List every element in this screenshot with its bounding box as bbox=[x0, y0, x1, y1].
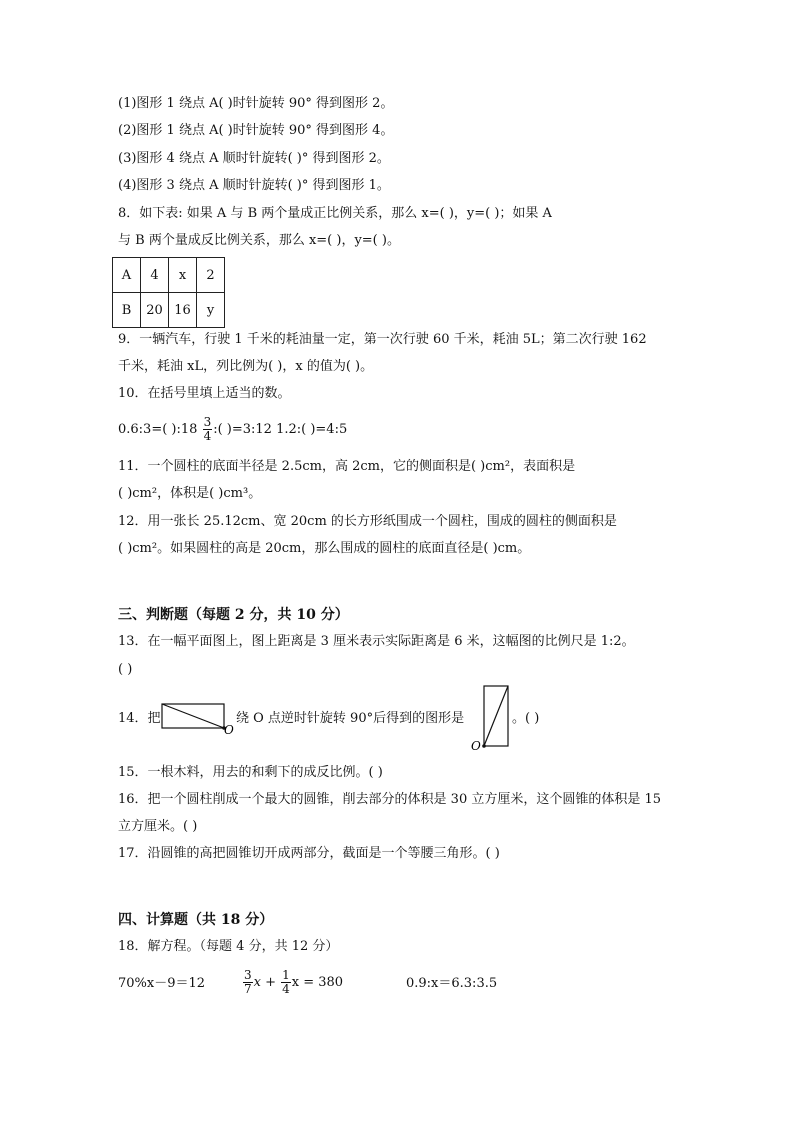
q14-middle: 绕 O 点逆时针旋转 90°后得到的图形是 bbox=[236, 711, 465, 726]
q17-line: 17．沿圆锥的高把圆锥切开成两部分，截面是一个等腰三角形。( ) bbox=[118, 846, 500, 861]
q13-line-1: 13．在一幅平面图上，图上距离是 3 厘米表示实际距离是 6 米，这幅图的比例尺是 1:2。 bbox=[118, 634, 635, 649]
q16-line-1: 16．把一个圆柱削成一个最大的圆锥，削去部分的体积是 30 立方厘米，这个圆锥的体积是 15 bbox=[118, 792, 662, 807]
fraction-three-sevenths bbox=[243, 969, 253, 996]
q15-line: 15．一根木料，用去的和剩下的成反比例。( ) bbox=[118, 765, 383, 780]
point-o-label: O bbox=[471, 739, 481, 753]
table-cell: B bbox=[113, 293, 141, 328]
table-cell: x bbox=[169, 258, 197, 293]
q13-answer: ( ) bbox=[118, 662, 133, 677]
q14-figure-rotated bbox=[468, 684, 514, 754]
q18-title: 18．解方程。（每题 4 分，共 12 分） bbox=[118, 939, 339, 954]
q12-line-2: ( )cm²。如果圆柱的高是 20cm，那么围成的圆柱的底面直径是( )cm。 bbox=[118, 541, 531, 556]
equation-2-mid: x + bbox=[253, 975, 276, 990]
q16-line-2: 立方厘米。( ) bbox=[118, 819, 198, 834]
q10-expr-b: :( )=3:12 1.2:( )=4:5 bbox=[213, 422, 348, 437]
q14-prefix: 14．把 bbox=[118, 711, 161, 726]
q14-suffix: 。( ) bbox=[512, 711, 540, 726]
q8-line-2: 与 B 两个量成反比例关系，那么 x=( )，y=( )。 bbox=[118, 233, 400, 248]
q9-line-2: 千米，耗油 xL，列比例为( )，x 的值为( )。 bbox=[118, 359, 374, 374]
table-row bbox=[113, 258, 225, 293]
fraction-three-quarters bbox=[203, 416, 213, 443]
q10-title: 10．在括号里填上适当的数。 bbox=[118, 386, 291, 401]
equation-2-tail: x = 380 bbox=[291, 975, 344, 990]
q11-line-2: ( )cm²，体积是( )cm³。 bbox=[118, 486, 262, 501]
table-cell: y bbox=[197, 293, 225, 328]
equation-2 bbox=[242, 966, 343, 1000]
q7-item-1: (1)图形 1 绕点 A( )时针旋转 90° 得到图形 2。 bbox=[118, 96, 394, 111]
q12-line-1: 12．用一张长 25.12cm、宽 20cm 的长方形纸围成一个圆柱，围成的圆柱的侧面积是 bbox=[118, 514, 617, 529]
table-cell: A bbox=[113, 258, 141, 293]
q9-line-1: 9．一辆汽车，行驶 1 千米的耗油量一定，第一次行驶 60 千米，耗油 5L；第二次行驶 162 bbox=[118, 332, 647, 347]
fraction-one-quarter bbox=[281, 969, 291, 996]
q8-line-1: 8．如下表: 如果 A 与 B 两个量成正比例关系，那么 x=( )，y=( )；如果 A bbox=[118, 206, 552, 221]
table-cell: 4 bbox=[141, 258, 169, 293]
q14-figure-original bbox=[160, 700, 236, 736]
q7-item-4: (4)图形 3 绕点 A 顺时针旋转( )° 得到图形 1。 bbox=[118, 178, 390, 193]
equation-3: 0.9:x＝6.3:3.5 bbox=[406, 976, 498, 991]
equation-1: 70%x－9＝12 bbox=[118, 976, 206, 991]
q10-expression bbox=[118, 416, 347, 444]
section-3-heading: 三、判断题（每题 2 分，共 10 分） bbox=[118, 607, 349, 623]
q7-item-2: (2)图形 1 绕点 A( )时针旋转 90° 得到图形 4。 bbox=[118, 123, 394, 138]
q7-item-3: (3)图形 4 绕点 A 顺时针旋转( )° 得到图形 2。 bbox=[118, 151, 390, 166]
table-cell: 16 bbox=[169, 293, 197, 328]
table-row bbox=[113, 293, 225, 328]
fraction-numerator: 1 bbox=[282, 968, 290, 982]
q10-expr-a: 0.6:3=( ):18 bbox=[118, 422, 198, 437]
point-o-label: O bbox=[224, 723, 234, 736]
fraction-denominator: 4 bbox=[203, 429, 212, 443]
section-4-heading: 四、计算题（共 18 分） bbox=[118, 912, 274, 928]
fraction-denominator: 7 bbox=[244, 982, 252, 996]
fraction-numerator: 3 bbox=[203, 415, 212, 429]
fraction-numerator: 3 bbox=[244, 968, 252, 982]
table-cell: 2 bbox=[197, 258, 225, 293]
table-cell: 20 bbox=[141, 293, 169, 328]
q11-line-1: 11．一个圆柱的底面半径是 2.5cm，高 2cm，它的侧面积是( )cm²，表面积是 bbox=[118, 459, 576, 474]
fraction-denominator: 4 bbox=[282, 982, 290, 996]
ratio-table bbox=[112, 257, 225, 328]
